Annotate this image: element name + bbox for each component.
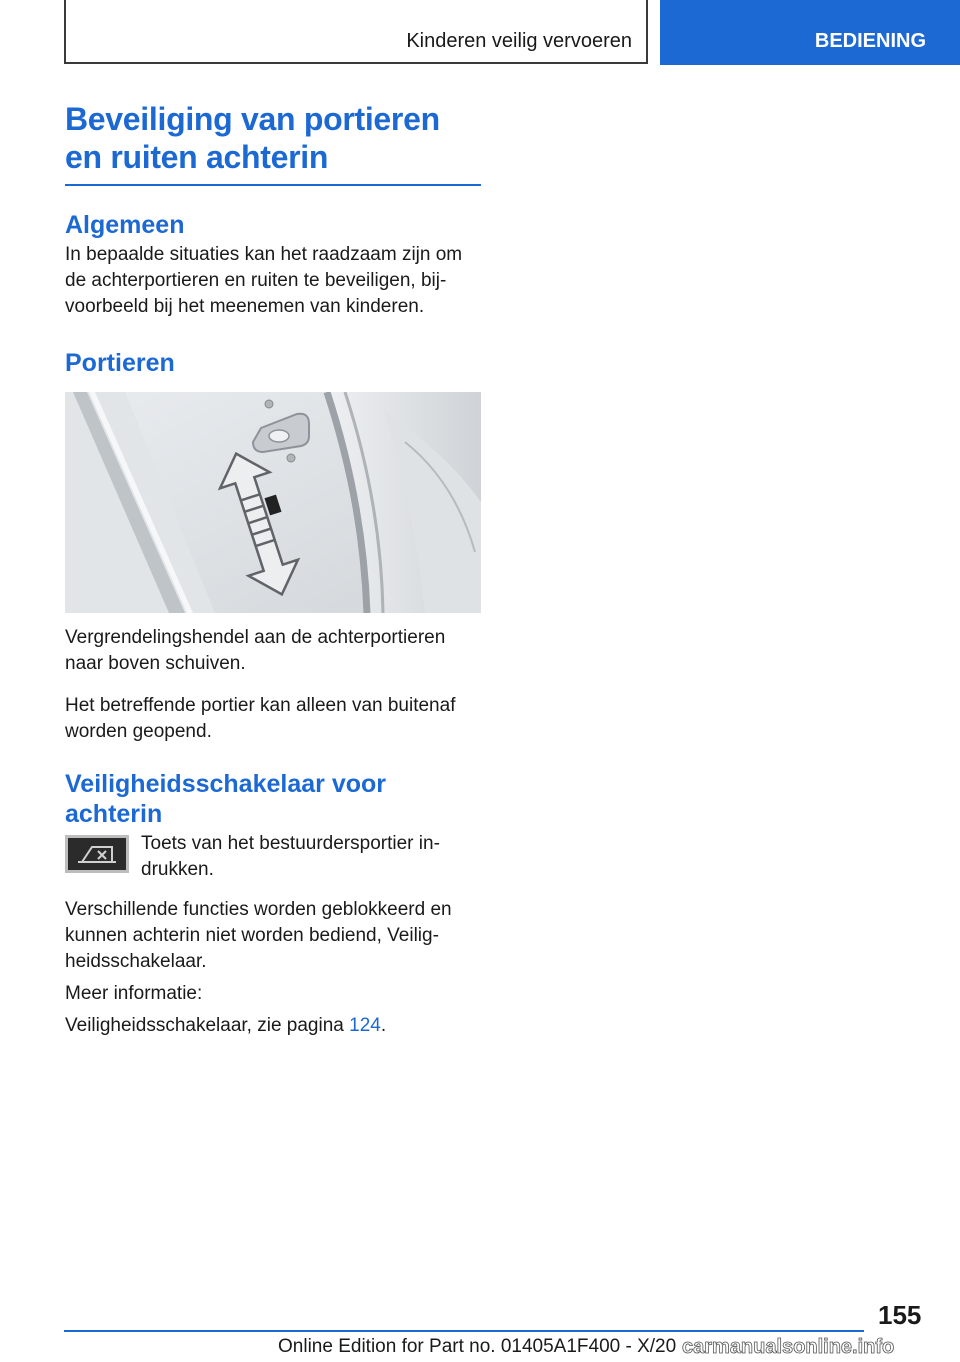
header-chapter-tab — [660, 0, 960, 65]
header-section-tab — [64, 0, 648, 64]
page-title-line1: Beveiliging van portieren — [65, 101, 440, 137]
footer-edition-text: Online Edition for Part no. 01405A1F400 - X/20 — [278, 1336, 677, 1357]
page-reference — [65, 1013, 481, 1039]
page-title-line2: en ruiten achterin — [65, 139, 329, 175]
safety-switch-text: Toets van het bestuurdersportier indrukken. — [141, 833, 440, 880]
heading-portieren: Portieren — [65, 349, 175, 377]
heading-veiligheidsschakelaar — [65, 769, 481, 829]
footer-watermark: carmanualsonline.info — [682, 1336, 895, 1358]
footer-divider — [64, 1330, 864, 1332]
header-chapter-title: BEDIENING — [814, 30, 926, 52]
heading-vs-line2: achterin — [65, 800, 163, 828]
safety-switch-row — [65, 831, 481, 883]
door-lock-lever-figure — [65, 392, 481, 613]
paragraph-portieren: Het betreffende portier kan alleen van buitenaf worden geopend. — [65, 695, 456, 742]
content-column — [65, 100, 481, 1039]
paragraph-veiligheidsschakelaar: Verschillende functies worden geblokkeerd en kunnen achterin niet worden bediend, Veiligheidsschakelaar. — [65, 899, 452, 972]
heading-algemeen: Algemeen — [65, 211, 185, 239]
caption-portieren: Vergrendelingshendel aan de achterportieren naar boven schuiven. — [65, 627, 446, 674]
header-section-title: Kinderen veilig vervoeren — [406, 30, 632, 52]
paragraph-algemeen: In bepaalde situaties kan het raadzaam zijn om de achterportieren en ruiten te beveiligen, bijvoorbeeld bij het meenemen van kinderen. — [65, 244, 463, 317]
page-title — [65, 100, 481, 186]
page-number: 155 — [878, 1300, 922, 1330]
more-info-label: Meer informatie: — [65, 983, 203, 1004]
page-reference-suffix: . — [380, 1015, 387, 1036]
page-reference-link[interactable]: 124 — [349, 1015, 381, 1036]
heading-vs-line1: Veiligheidsschakelaar voor — [65, 770, 386, 798]
window-lock-button-icon — [65, 835, 129, 873]
page-reference-text: Veiligheidsschakelaar, zie pagina — [65, 1015, 344, 1036]
